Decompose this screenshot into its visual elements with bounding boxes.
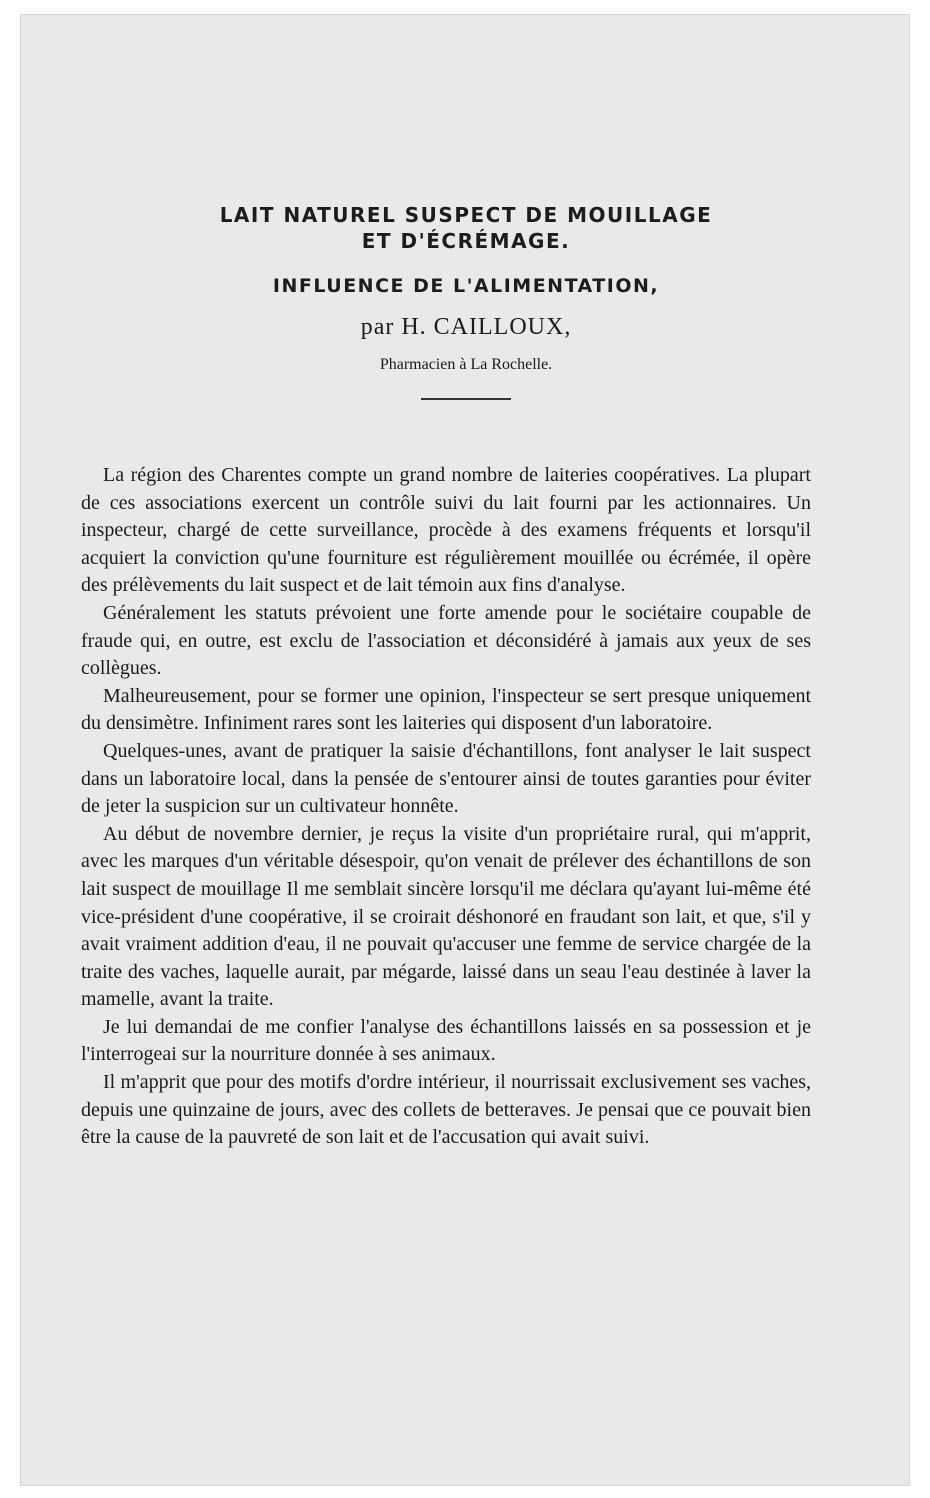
paragraph: Malheureusement, pour se former une opinion, l'inspecteur se sert presque uniquement du densimètre. Infiniment rares sont les laiteries qui disposent d'un laboratoire. [81,684,811,735]
author-affiliation: Pharmacien à La Rochelle. [379,356,553,373]
article-title-line-2: ET D'ÉCRÉMAGE. [361,229,571,253]
document-page [20,14,910,1486]
article-body [81,462,811,1152]
paragraph: Je lui demandai de me confier l'analyse des échantillons laissés en sa possession et je l'interrogeai sur la nourriture donnée à ses animaux. [81,1015,811,1066]
paragraph: Au début de novembre dernier, je reçus la visite d'un propriétaire rural, qui m'apprit, avec les marques d'un véritable désespoir, qu'on venait de prélever des échantillons de son lait suspect de mouillage Il me semblait sincère lorsqu'il me déclara qu'ayant lui-même été vice-président d'une coopérative, il se croirait déshonoré en fraudant son lait, et que, s'il y avait vraiment addition d'eau, il ne pouvait qu'accuser une femme de service chargée de la traite des vaches, laquelle aurait, par mégarde, laissé dans un seau l'eau destinée à laver la mamelle, avant la traite. [81,822,811,1011]
author-name: par H. CAILLOUX, [360,314,572,340]
article-title-line-1: LAIT NATUREL SUSPECT DE MOUILLAGE [219,203,713,227]
title-block [21,201,911,400]
paragraph: Quelques-unes, avant de pratiquer la saisie d'échantillons, font analyser le lait suspect dans un laboratoire local, dans la pensée de s'entourer ainsi de toutes garanties pour éviter de jeter la suspicion sur un cultivateur honnête. [81,739,811,818]
paragraph: La région des Charentes compte un grand nombre de laiteries coopératives. La plupart de ces associations exercent un contrôle suivi du lait fourni par les actionnaires. Un inspecteur, chargé de cette surveillance, procède à des examens fréquents et lorsqu'il acquiert la conviction qu'une fourniture est régulièrement mouillée ou écrémée, il opère des prélèvements du lait suspect et de lait témoin aux fins d'analyse. [81,464,811,597]
article-subtitle: INFLUENCE DE L'ALIMENTATION, [272,275,660,297]
paragraph: Il m'apprit que pour des motifs d'ordre intérieur, il nourrissait exclusivement ses vaches, depuis une quinzaine de jours, avec des collets de betteraves. Je pensai que ce pouvait bien être la cause de la pauvreté de son lait et de l'accusation qui avait suivi. [81,1071,811,1149]
title-divider [421,398,511,400]
paragraph: Généralement les statuts prévoient une forte amende pour le sociétaire coupable de fraude qui, en outre, est exclu de l'association et déconsidéré à jamais aux yeux de ses collègues. [81,601,811,680]
